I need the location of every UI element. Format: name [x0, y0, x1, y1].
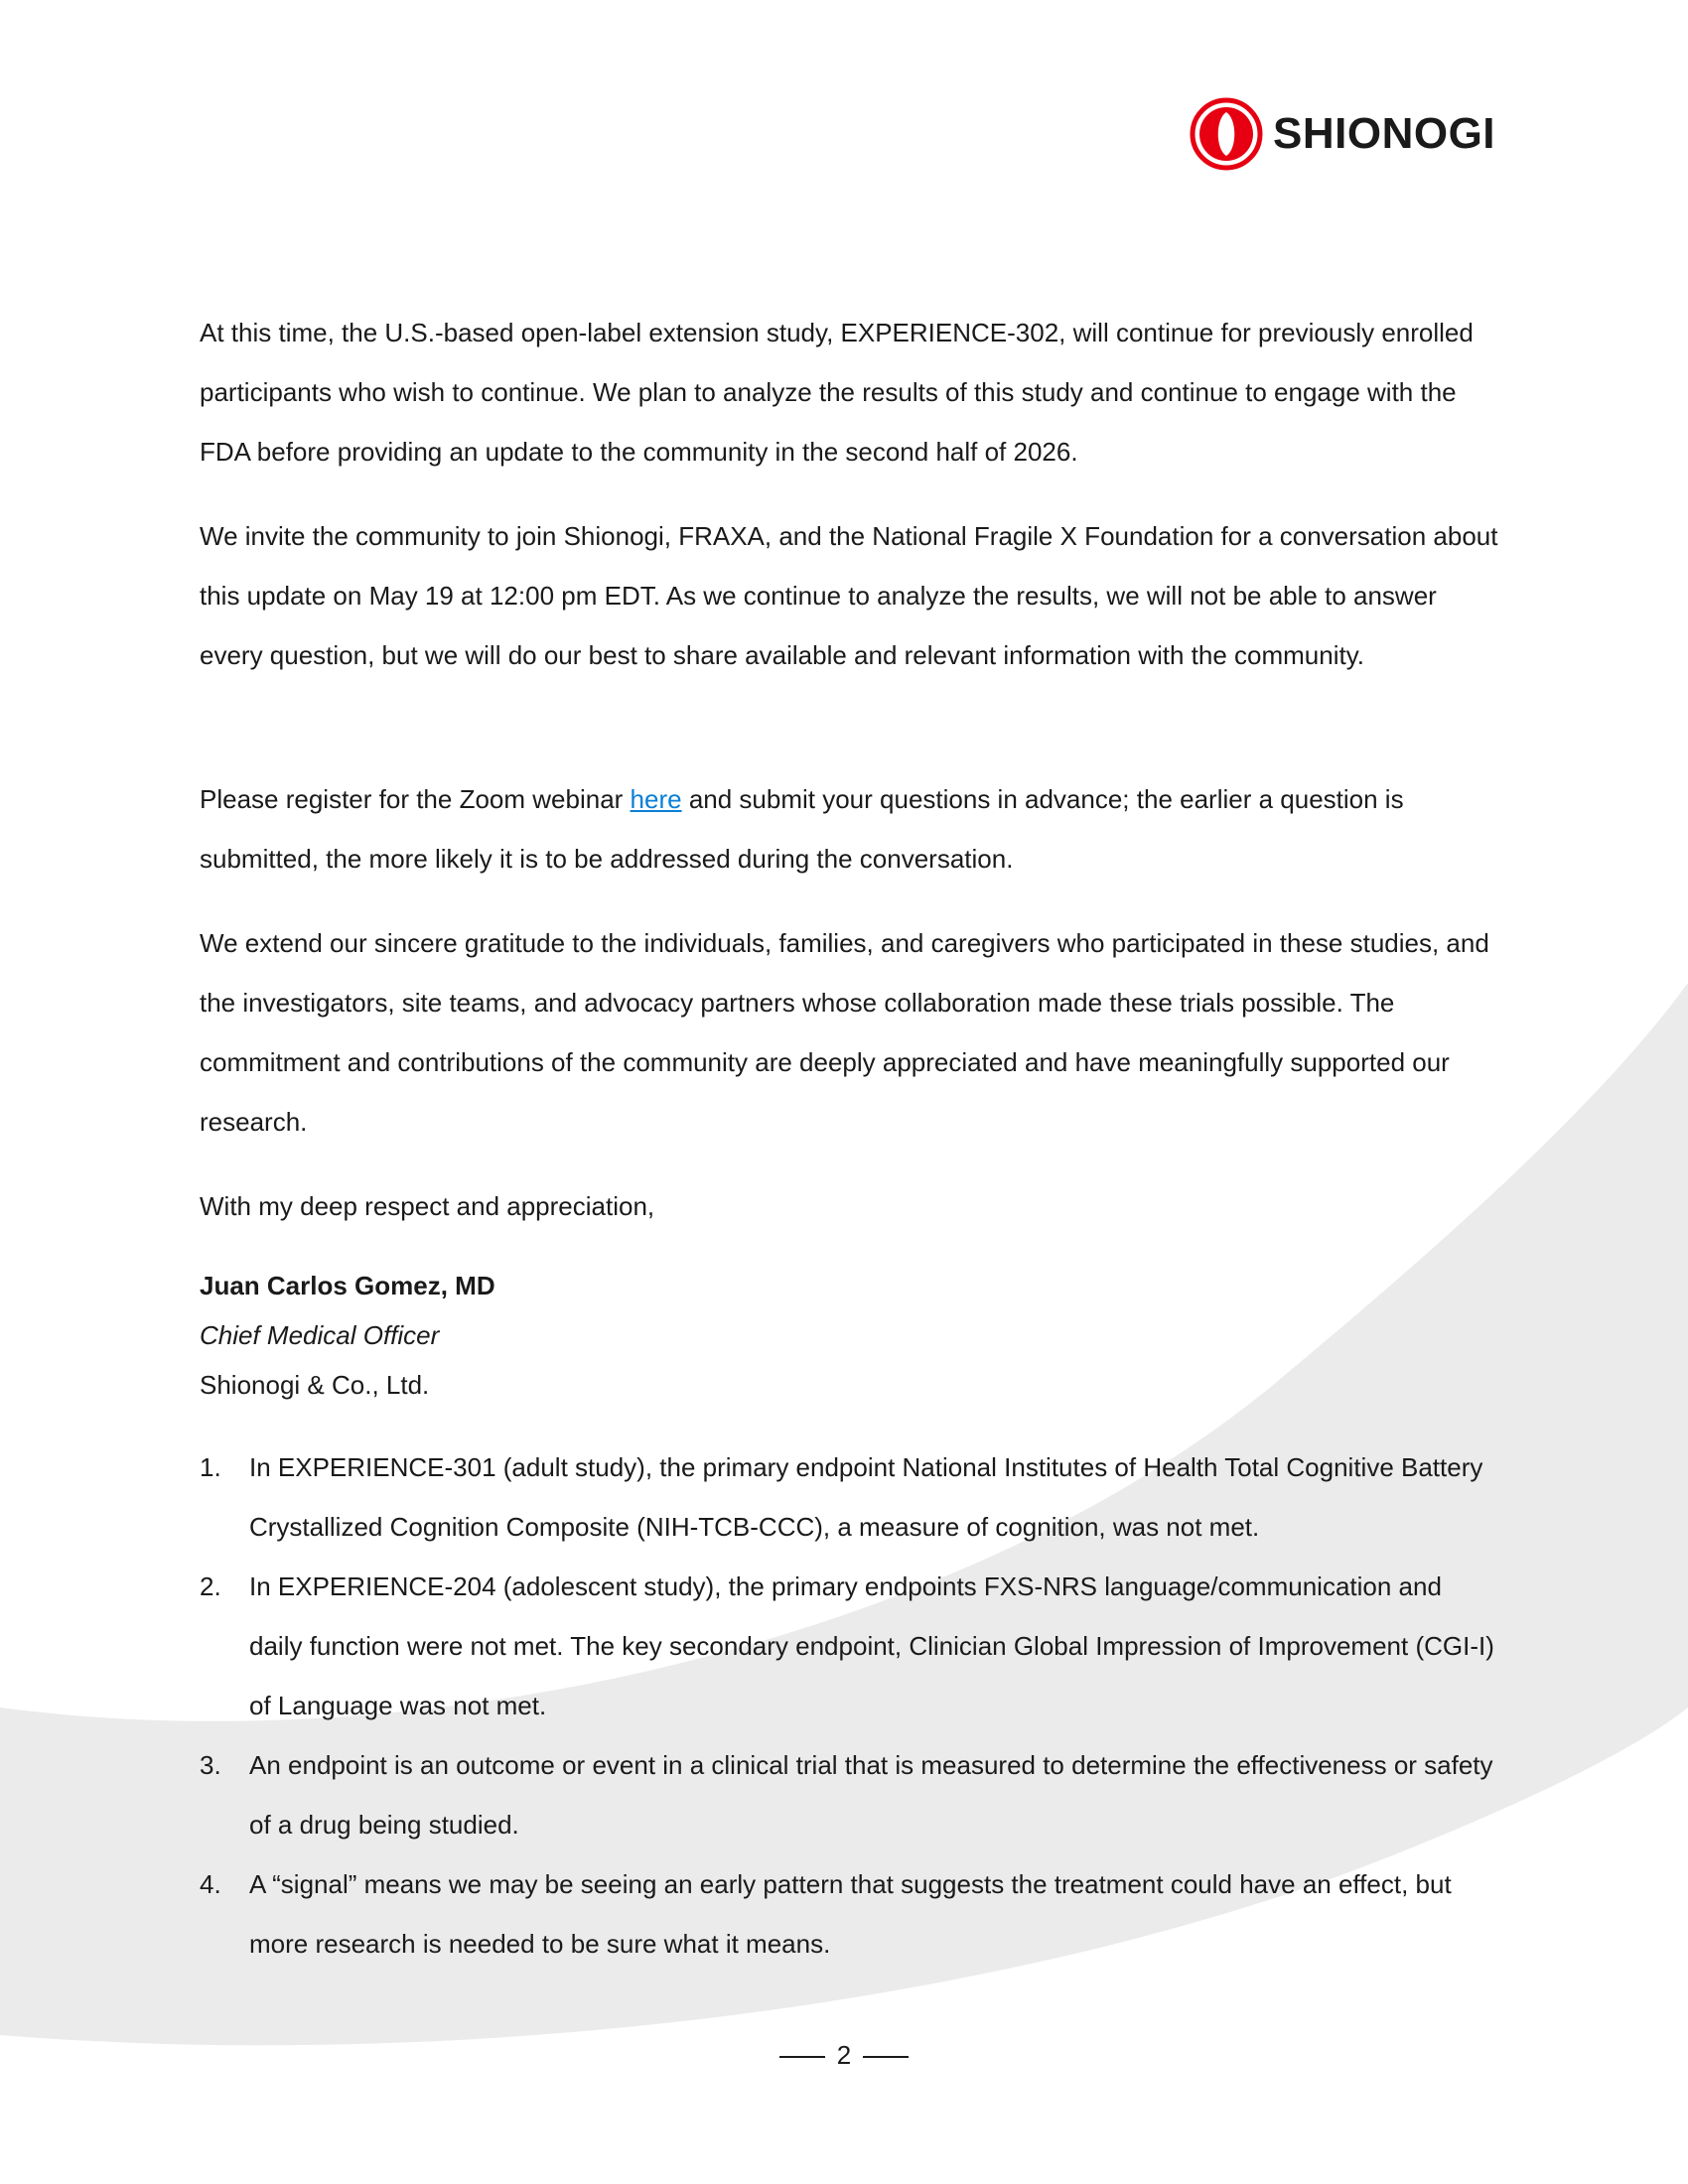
signatory-company: Shionogi & Co., Ltd. [200, 1370, 430, 1400]
closing-line: With my deep respect and appreciation, [200, 1191, 655, 1221]
registration-text-after: and submit your questions in advance; the earlier a question is submitted, the more likely it is to be addressed during the conversation. [200, 784, 1404, 874]
footnote-item [200, 1854, 1500, 1974]
shionogi-logo-icon [1190, 97, 1263, 171]
paragraph-gratitude: We extend our sincere gratitude to the individuals, families, and caregivers who participated in these studies, and the investigators, site teams, and advocacy partners whose collaboration made these trials possible. The commitment and contributions of the community are deeply appreciated and have meaningfully supported our research. [200, 928, 1489, 1137]
footnote-number: 3. [200, 1750, 221, 1780]
footnote-text: An endpoint is an outcome or event in a clinical trial that is measured to determine the effectiveness or safety of a drug being studied. [249, 1750, 1493, 1840]
paragraph-study-continuation: At this time, the U.S.-based open-label extension study, EXPERIENCE-302, will continue for previously enrolled participants who wish to continue. We plan to analyze the results of this study and continue to engage with the FDA before providing an update to the community in the second half of 2026. [200, 318, 1474, 467]
footer-rule-right [863, 2056, 909, 2058]
paragraph-webinar-invite: We invite the community to join Shionogi, FRAXA, and the National Fragile X Foundation for a conversation about this update on May 19 at 12:00 pm EDT. As we continue to analyze the results, we will not be able to answer every question, but we will do our best to share available and relevant information with the community. [200, 521, 1498, 670]
logo-wordmark: SHIONOGI [1273, 109, 1496, 158]
footnote-item [200, 1437, 1500, 1557]
footnote-text: In EXPERIENCE-301 (adult study), the primary endpoint National Institutes of Health Total Cognitive Battery Crystallized Cognition Composite (NIH-TCB-CCC), a measure of cognition, was not met. [249, 1452, 1483, 1542]
signatory-title: Chief Medical Officer [200, 1320, 440, 1350]
signatory-name: Juan Carlos Gomez, MD [200, 1271, 495, 1300]
registration-text-before: Please register for the Zoom webinar [200, 784, 631, 814]
page-number: 2 [836, 2040, 852, 2070]
footnote-number: 1. [200, 1452, 221, 1482]
webinar-registration-link[interactable]: here [630, 784, 682, 814]
footnote-item [200, 1557, 1500, 1735]
footnotes-list [200, 1437, 1500, 1974]
footnote-number: 4. [200, 1869, 221, 1899]
footnote-item [200, 1735, 1500, 1854]
shionogi-logo [1190, 97, 1495, 171]
page-footer [0, 2035, 1688, 2075]
paragraph-registration [200, 769, 1500, 888]
footer-rule-left [779, 2056, 825, 2058]
footnote-text: A “signal” means we may be seeing an early pattern that suggests the treatment could have an effect, but more research is needed to be sure what it means. [249, 1869, 1452, 1959]
footnote-number: 2. [200, 1571, 221, 1601]
footnote-text: In EXPERIENCE-204 (adolescent study), the primary endpoints FXS-NRS language/communication and daily function were not met. The key secondary endpoint, Clinician Global Impression of Improvement (CGI-I) of Language was not met. [249, 1571, 1494, 1720]
